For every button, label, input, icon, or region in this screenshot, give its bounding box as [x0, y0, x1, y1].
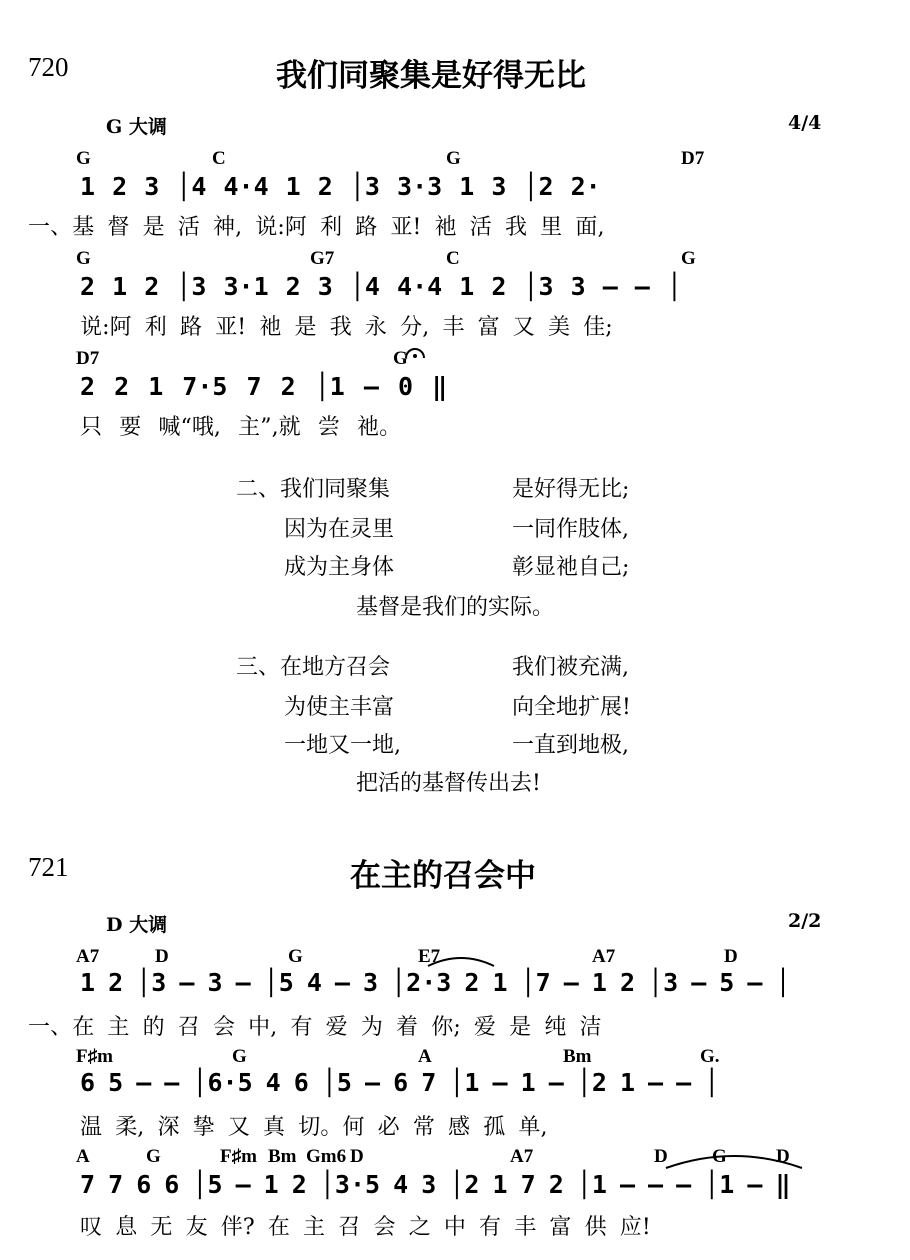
chord-symbol: G — [681, 248, 696, 269]
chord-symbol: D7 — [681, 148, 705, 169]
tie-icon — [426, 952, 496, 968]
verse-refrain: 把活的基督传出去! — [356, 771, 541, 796]
notation-line: 2 2 1 7·5 7 2 │1 — 0 ‖ — [80, 372, 448, 401]
verse-line-a: 二、我们同聚集 — [236, 477, 391, 502]
chord-symbol: C — [212, 148, 226, 169]
chord-symbol: Bm — [268, 1146, 297, 1167]
chord-symbol: D — [776, 1146, 790, 1167]
chord-symbol: F♯m — [220, 1146, 257, 1167]
lyric-line: 叹 息 无 友 伴? 在 主 召 会 之 中 有 丰 富 供 应! — [80, 1215, 651, 1240]
chord-symbol: G — [446, 148, 461, 169]
time-signature: 4/4 — [788, 112, 822, 134]
notation-line: 1 2 3 │4 4·4 1 2 │3 3·3 1 3 │2 2· — [80, 172, 601, 201]
hymn-title: 在主的召会中 — [350, 858, 536, 894]
lyric-line: 只 要 喊“哦, 主”,就 尝 祂。 — [80, 415, 402, 440]
verse-line-b: 一同作肢体, — [512, 517, 629, 542]
notation-line: 1 2 │3 — 3 — │5 4 — 3 │2·3 2 1 │7 — 1 2 │3 — 5 — │ — [80, 968, 791, 997]
chord-symbol: G — [393, 348, 408, 369]
verse-line-b: 是好得无比; — [512, 477, 630, 502]
verse-line-b: 向全地扩展! — [512, 695, 631, 720]
time-signature: 2/2 — [788, 910, 822, 932]
chord-symbol: D — [155, 946, 169, 967]
chord-symbol: Bm — [563, 1046, 592, 1067]
verse-line-b: 彰显祂自己; — [512, 555, 630, 580]
hymn-number: 720 — [28, 52, 69, 82]
chord-symbol: G — [146, 1146, 161, 1167]
notation-line: 6 5 — — │6·5 4 6 │5 — 6 7 │1 — 1 — │2 1 — — │ — [80, 1068, 720, 1097]
chord-symbol: D — [350, 1146, 364, 1167]
notation-line: 7 7 6 6 │5 — 1 2 │3·5 4 3 │2 1 7 2 │1 — — — │1 — ‖ — [80, 1170, 791, 1199]
chord-symbol: D — [724, 946, 738, 967]
chord-symbol: G — [76, 248, 91, 269]
chord-symbol: Gm6 — [306, 1146, 347, 1167]
verse-line-b: 一直到地极, — [512, 733, 629, 758]
chord-symbol: A — [418, 1046, 432, 1067]
chord-symbol: D7 — [76, 348, 100, 369]
lyric-line: 说:阿 利 路 亚! 祂 是 我 永 分, 丰 富 又 美 佳; — [80, 315, 613, 340]
verse-line-a: 成为主身体 — [284, 555, 395, 580]
verse-line-a: 一地又一地, — [284, 733, 401, 758]
chord-symbol: F♯m — [76, 1046, 113, 1067]
chord-symbol: A7 — [510, 1146, 534, 1167]
chord-symbol: G. — [700, 1046, 720, 1067]
hymn-title: 我们同聚集是好得无比 — [276, 58, 586, 94]
lyric-line: 一、在 主 的 召 会 中, 有 爱 为 着 你; 爱 是 纯 洁 — [28, 1015, 602, 1040]
verse-line-b: 我们被充满, — [512, 655, 629, 680]
lyric-line: 一、基 督 是 活 神, 说:阿 利 路 亚! 祂 活 我 里 面, — [28, 215, 605, 240]
lyric-line: 温 柔, 深 挚 又 真 切。何 必 常 感 孤 单, — [80, 1115, 548, 1140]
chord-symbol: G — [76, 148, 91, 169]
key-signature: D 大调 — [106, 914, 168, 936]
notation-line: 2 1 2 │3 3·1 2 3 │4 4·4 1 2 │3 3 — — │ — [80, 272, 682, 301]
verse-refrain: 基督是我们的实际。 — [356, 595, 555, 620]
chord-symbol: A7 — [592, 946, 616, 967]
fermata-icon — [404, 346, 426, 360]
chord-symbol: E7 — [418, 946, 441, 967]
verse-line-a: 三、在地方召会 — [236, 655, 391, 680]
chord-symbol: A7 — [76, 946, 100, 967]
chord-symbol: G — [712, 1146, 727, 1167]
key-signature: G 大调 — [106, 116, 167, 138]
chord-symbol: C — [446, 248, 460, 269]
verse-line-a: 为使主丰富 — [284, 695, 395, 720]
chord-symbol: G7 — [310, 248, 335, 269]
chord-symbol: A — [76, 1146, 90, 1167]
chord-symbol: G — [288, 946, 303, 967]
tie-icon — [664, 1150, 804, 1170]
hymn-number: 721 — [28, 852, 69, 882]
chord-symbol: G — [232, 1046, 247, 1067]
verse-line-a: 因为在灵里 — [284, 517, 395, 542]
chord-symbol: D — [654, 1146, 668, 1167]
